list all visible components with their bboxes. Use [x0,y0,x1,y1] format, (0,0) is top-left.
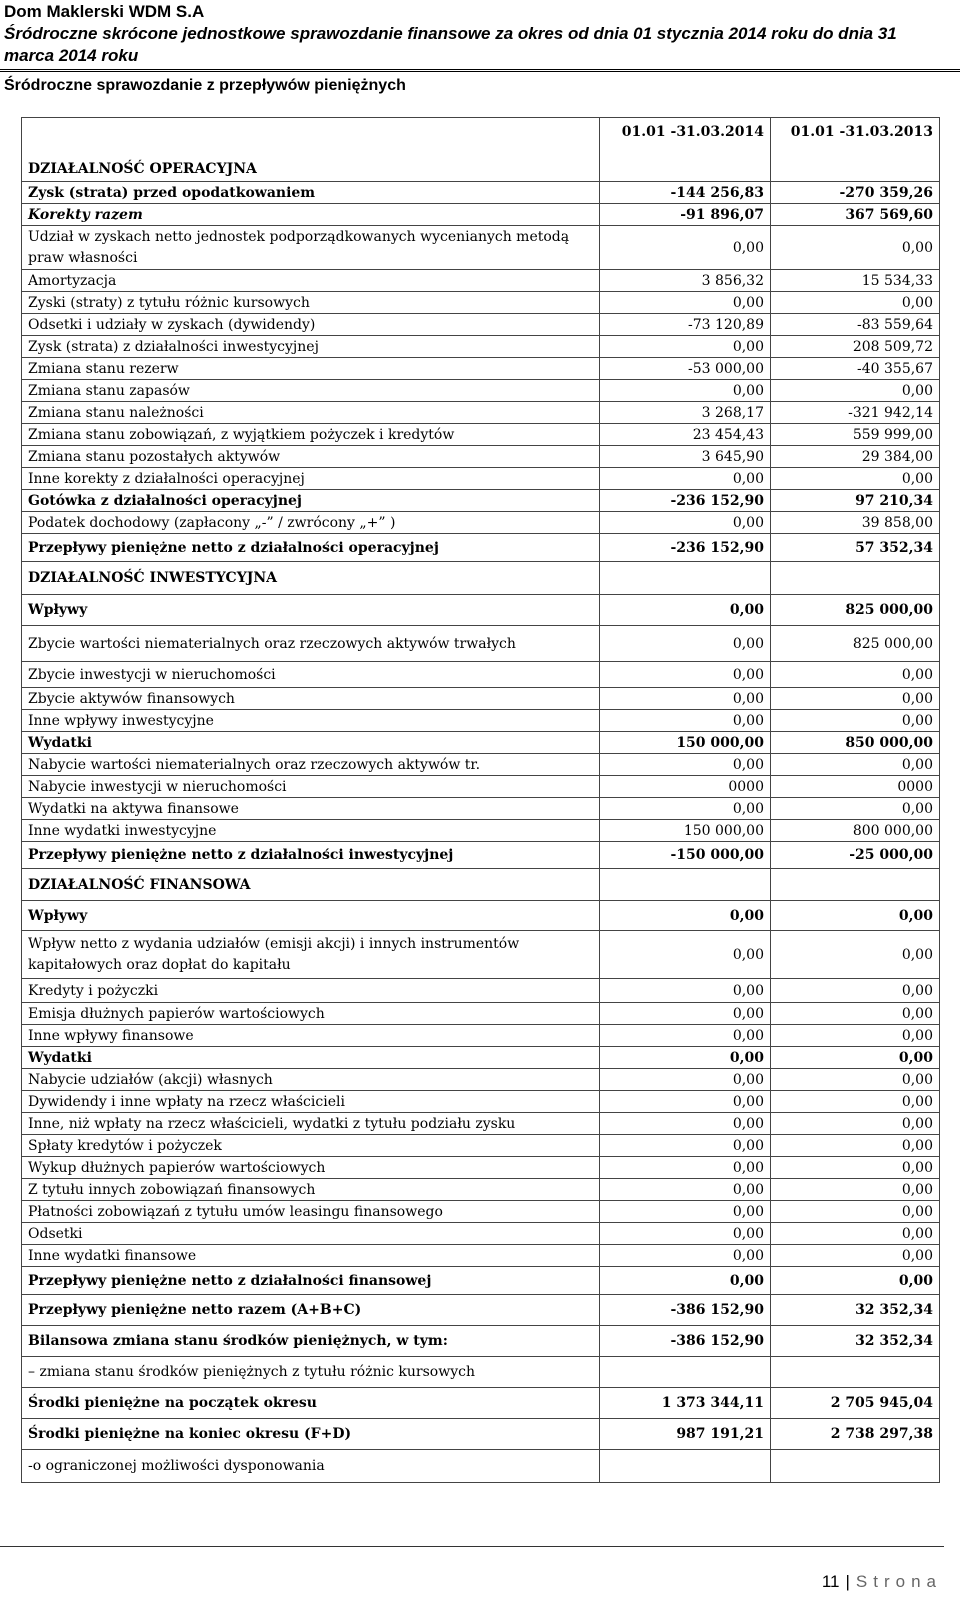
table-row [22,979,940,1003]
table-row [22,1047,940,1069]
value-prior-period: 0,00 [771,1003,940,1025]
value-prior-period: 39 858,00 [771,512,940,534]
section-operating-heading: DZIAŁALNOŚĆ OPERACYJNA [22,118,600,182]
table-row [22,710,940,732]
table-row [22,688,940,710]
table-row [22,1135,940,1157]
value-prior-period [771,1450,940,1483]
row-label: Zysk (strata) z działalności inwestycyjnej [22,336,600,358]
value-prior-period: 0,00 [771,1113,940,1135]
table-row [22,1003,940,1025]
row-label: Wydatki [22,732,600,754]
value-prior-period: -270 359,26 [771,182,940,204]
table-row [22,270,940,292]
value-prior-period: 0,00 [771,662,940,688]
table-row [22,424,940,446]
row-label: Nabycie inwestycji w nieruchomości [22,776,600,798]
value-prior-period [771,1357,940,1388]
row-label: Wydatki [22,1047,600,1069]
value-current-period: 150 000,00 [600,732,771,754]
cash-flow-table [21,117,940,1483]
company-name: Dom Maklerski WDM S.A [4,2,205,21]
value-current-period: 0,00 [600,595,771,626]
value-current-period: 0,00 [600,1157,771,1179]
table-row [22,336,940,358]
table-row [22,1267,940,1295]
value-current-period: 0,00 [600,1003,771,1025]
value-prior-period: 0,00 [771,380,940,402]
value-current-period: 0,00 [600,292,771,314]
value-current-period: 0,00 [600,336,771,358]
row-label: DZIAŁALNOŚĆ INWESTYCYJNA [22,562,600,595]
table-row [22,931,940,979]
value-prior-period: 29 384,00 [771,446,940,468]
value-current-period: 0,00 [600,226,771,270]
value-prior-period: 97 210,34 [771,490,940,512]
period-prior-header: 01.01 -31.03.2013 [771,118,940,182]
value-current-period [600,1357,771,1388]
value-current-period: 150 000,00 [600,820,771,842]
row-label: Zmiana stanu rezerw [22,358,600,380]
row-label: Inne wydatki inwestycyjne [22,820,600,842]
value-prior-period: 208 509,72 [771,336,940,358]
value-current-period: 0,00 [600,468,771,490]
value-current-period: 0,00 [600,1179,771,1201]
table-header-row [22,118,940,182]
table-row [22,776,940,798]
table-row [22,1113,940,1135]
value-prior-period: -25 000,00 [771,842,940,869]
value-current-period: 987 191,21 [600,1419,771,1450]
table-row [22,1025,940,1047]
period-current-header: 01.01 -31.03.2014 [600,118,771,182]
row-label: Inne, niż wpłaty na rzecz właścicieli, wydatki z tytułu podziału zysku [22,1113,600,1135]
table-row [22,468,940,490]
value-current-period [600,869,771,901]
value-prior-period: 367 569,60 [771,204,940,226]
value-prior-period [771,869,940,901]
value-prior-period: 57 352,34 [771,534,940,562]
value-prior-period: 0,00 [771,798,940,820]
value-prior-period: 559 999,00 [771,424,940,446]
value-current-period: 0,00 [600,931,771,979]
value-current-period: 1 373 344,11 [600,1388,771,1419]
row-label: – zmiana stanu środków pieniężnych z tytułu różnic kursowych [22,1357,600,1388]
table-row [22,901,940,931]
value-prior-period: 0,00 [771,1091,940,1113]
row-label: Płatności zobowiązań z tytułu umów leasingu finansowego [22,1201,600,1223]
value-current-period: -236 152,90 [600,490,771,512]
value-current-period: 0,00 [600,979,771,1003]
table-row [22,1357,940,1388]
value-prior-period: 0,00 [771,1179,940,1201]
row-label: Podatek dochodowy (zapłacony „-” / zwrócony „+” ) [22,512,600,534]
row-label: Środki pieniężne na koniec okresu (F+D) [22,1419,600,1450]
value-prior-period: 825 000,00 [771,595,940,626]
table-row [22,402,940,424]
row-label: Inne wpływy inwestycyjne [22,710,600,732]
table-row [22,798,940,820]
value-current-period: 0,00 [600,1223,771,1245]
row-label: -o ograniczonej możliwości dysponowania [22,1450,600,1483]
row-label: Zysk (strata) przed opodatkowaniem [22,182,600,204]
value-current-period: 0,00 [600,1245,771,1267]
table-row [22,1326,940,1357]
value-prior-period: 0,00 [771,1201,940,1223]
value-current-period: -386 152,90 [600,1326,771,1357]
row-label: Odsetki [22,1223,600,1245]
row-label: Udział w zyskach netto jednostek podporządkowanych wycenianych metodą praw własności [22,226,600,270]
section-heading-row [22,869,940,901]
row-label: Wykup dłużnych papierów wartościowych [22,1157,600,1179]
row-label: Z tytułu innych zobowiązań finansowych [22,1179,600,1201]
value-current-period: 0000 [600,776,771,798]
value-prior-period: 0,00 [771,226,940,270]
value-current-period: 3 645,90 [600,446,771,468]
table-row [22,820,940,842]
row-label: Wpływ netto z wydania udziałów (emisji akcji) i innych instrumentów kapitałowych oraz dopłat do kapitału [22,931,600,979]
table-row [22,446,940,468]
table-row [22,1223,940,1245]
row-label: Nabycie wartości niematerialnych oraz rzeczowych aktywów tr. [22,754,600,776]
value-current-period: 3 268,17 [600,402,771,424]
value-current-period: -144 256,83 [600,182,771,204]
value-current-period: -150 000,00 [600,842,771,869]
value-current-period: 0,00 [600,1047,771,1069]
value-prior-period: 32 352,34 [771,1326,940,1357]
value-current-period: 0,00 [600,1135,771,1157]
value-prior-period: 0,00 [771,468,940,490]
value-prior-period: 0,00 [771,979,940,1003]
row-label: Wpływy [22,595,600,626]
row-label: Zmiana stanu zobowiązań, z wyjątkiem pożyczek i kredytów [22,424,600,446]
value-current-period: 0,00 [600,626,771,662]
table-row [22,1157,940,1179]
table-row [22,1450,940,1483]
table-row [22,204,940,226]
table-row [22,512,940,534]
value-prior-period: 0,00 [771,1047,940,1069]
row-label: Kredyty i pożyczki [22,979,600,1003]
statement-title: Śródroczne sprawozdanie z przepływów pieniężnych [4,77,406,94]
value-prior-period: 0,00 [771,292,940,314]
row-label: Amortyzacja [22,270,600,292]
row-label: Zmiana stanu zapasów [22,380,600,402]
table-row [22,1295,940,1326]
value-prior-period: 2 705 945,04 [771,1388,940,1419]
row-label: Zbycie inwestycji w nieruchomości [22,662,600,688]
value-prior-period: 0,00 [771,901,940,931]
value-prior-period: -83 559,64 [771,314,940,336]
row-label: Zbycie aktywów finansowych [22,688,600,710]
value-current-period: 0,00 [600,1091,771,1113]
row-label: Gotówka z działalności operacyjnej [22,490,600,512]
value-prior-period: 850 000,00 [771,732,940,754]
value-prior-period: 0,00 [771,1135,940,1157]
row-label: Przepływy pieniężne netto z działalności finansowej [22,1267,600,1295]
table-row [22,842,940,869]
value-prior-period: 800 000,00 [771,820,940,842]
row-label: Przepływy pieniężne netto z działalności operacyjnej [22,534,600,562]
table-row [22,490,940,512]
table-row [22,358,940,380]
footer-rule [0,1546,944,1547]
value-current-period: 0,00 [600,754,771,776]
value-prior-period: 0,00 [771,1025,940,1047]
value-current-period: 0,00 [600,1201,771,1223]
row-label: Zbycie wartości niematerialnych oraz rzeczowych aktywów trwałych [22,626,600,662]
value-current-period: 3 856,32 [600,270,771,292]
row-label: Nabycie udziałów (akcji) własnych [22,1069,600,1091]
row-label: Środki pieniężne na początek okresu [22,1388,600,1419]
value-prior-period: 0,00 [771,710,940,732]
table-row [22,1419,940,1450]
row-label: Inne wpływy finansowe [22,1025,600,1047]
page-separator: | [845,1572,850,1591]
value-prior-period: 0,00 [771,754,940,776]
report-title: Śródroczne skrócone jednostkowe sprawozdanie finansowe za okres od dnia 01 stycznia 2014 roku do dnia 31 marca 2014 roku [4,24,897,65]
value-current-period: 0,00 [600,688,771,710]
value-prior-period: 0,00 [771,688,940,710]
row-label: Przepływy pieniężne netto z działalności inwestycyjnej [22,842,600,869]
row-label: Spłaty kredytów i pożyczek [22,1135,600,1157]
row-label: Wpływy [22,901,600,931]
value-prior-period: 825 000,00 [771,626,940,662]
table-row [22,182,940,204]
value-prior-period: 0,00 [771,1245,940,1267]
value-current-period: 0,00 [600,1069,771,1091]
value-prior-period: 32 352,34 [771,1295,940,1326]
value-prior-period: 0,00 [771,931,940,979]
table-row [22,534,940,562]
value-current-period: 0,00 [600,1025,771,1047]
value-current-period: 0,00 [600,512,771,534]
row-label: Zyski (straty) z tytułu różnic kursowych [22,292,600,314]
row-label: Odsetki i udziały w zyskach (dywidendy) [22,314,600,336]
value-current-period: 0,00 [600,662,771,688]
row-label: Dywidendy i inne wpłaty na rzecz właścicieli [22,1091,600,1113]
section-heading-row [22,562,940,595]
row-label: Inne wydatki finansowe [22,1245,600,1267]
table-row [22,1179,940,1201]
value-current-period: 23 454,43 [600,424,771,446]
value-prior-period: 2 738 297,38 [771,1419,940,1450]
value-prior-period: 0,00 [771,1267,940,1295]
row-label: Zmiana stanu należności [22,402,600,424]
header-rule [0,69,960,72]
value-current-period [600,1450,771,1483]
row-label: Zmiana stanu pozostałych aktywów [22,446,600,468]
value-current-period: -53 000,00 [600,358,771,380]
value-prior-period: 0000 [771,776,940,798]
value-prior-period: -40 355,67 [771,358,940,380]
table-row [22,1201,940,1223]
value-current-period: -91 896,07 [600,204,771,226]
table-row [22,292,940,314]
table-row [22,1069,940,1091]
value-current-period: -236 152,90 [600,534,771,562]
table-row [22,1245,940,1267]
row-label: Inne korekty z działalności operacyjnej [22,468,600,490]
row-label: Korekty razem [22,204,600,226]
table-row [22,732,940,754]
value-current-period [600,562,771,595]
row-label: Bilansowa zmiana stanu środków pieniężnych, w tym: [22,1326,600,1357]
page-indicator [822,1572,942,1592]
row-label: Przepływy pieniężne netto razem (A+B+C) [22,1295,600,1326]
table-row [22,662,940,688]
row-label: Wydatki na aktywa finansowe [22,798,600,820]
table-row [22,380,940,402]
table-row [22,626,940,662]
value-current-period: 0,00 [600,710,771,732]
value-current-period: 0,00 [600,380,771,402]
value-current-period: 0,00 [600,1267,771,1295]
value-current-period: -73 120,89 [600,314,771,336]
table-row [22,1091,940,1113]
page-number: 11 [821,1572,840,1591]
row-label: Emisja dłużnych papierów wartościowych [22,1003,600,1025]
value-current-period: 0,00 [600,798,771,820]
value-prior-period [771,562,940,595]
value-prior-period: -321 942,14 [771,402,940,424]
value-current-period: 0,00 [600,1113,771,1135]
table-row [22,1388,940,1419]
table-row [22,754,940,776]
table-row [22,314,940,336]
table-row [22,595,940,626]
value-prior-period: 0,00 [771,1157,940,1179]
table-row [22,226,940,270]
row-label: DZIAŁALNOŚĆ FINANSOWA [22,869,600,901]
page-word: Strona [855,1572,942,1591]
value-current-period: 0,00 [600,901,771,931]
value-current-period: -386 152,90 [600,1295,771,1326]
value-prior-period: 0,00 [771,1069,940,1091]
value-prior-period: 0,00 [771,1223,940,1245]
value-prior-period: 15 534,33 [771,270,940,292]
